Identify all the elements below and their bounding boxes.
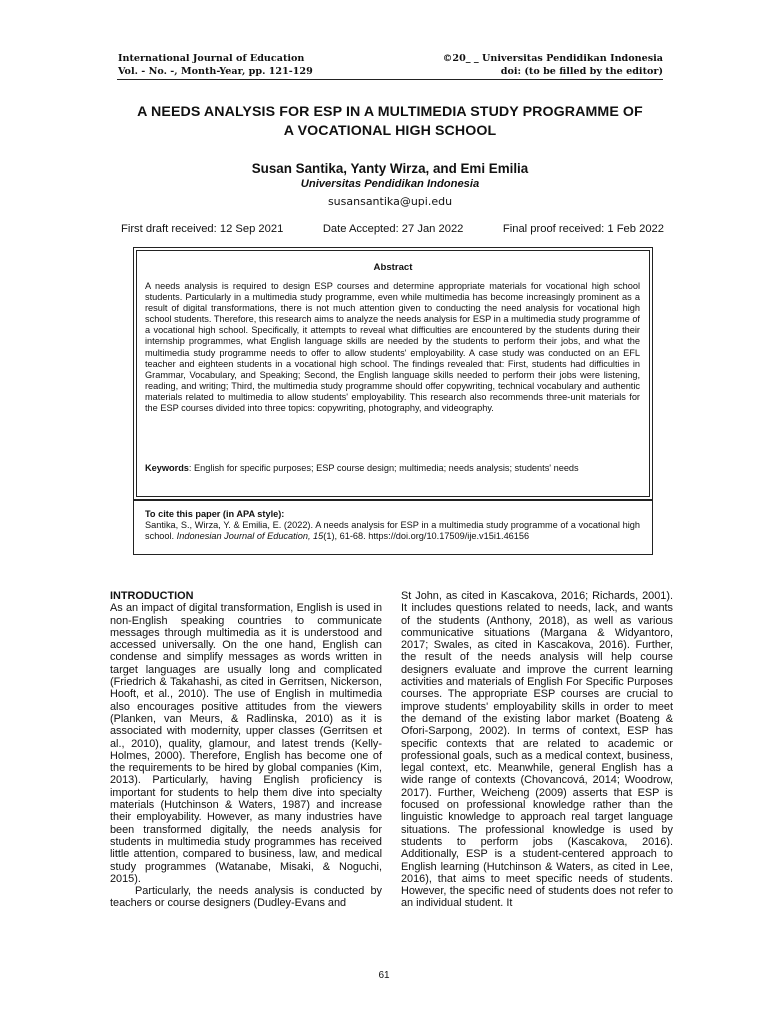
- abstract-text: A needs analysis is required to design ESP courses and determine appropriate materials for vocational high school students. Particularly in a multimedia study programme, even while multimedia has become increasingly prominent as a result of digital transformations, there is not much attention given to conducting the need analysis for vocational high school students. Therefore, this research aims to analyze the needs analysis for ESP in a multimedia study programme of a vocational high school. Specifically, it attempts to reveal what difficulties are encountered by the students during their internship programmes, what English language skills are needed by the students to perform their jobs, and what the multimedia study programme needs to offer to allow students' employability. A case study was conducted on an EFL teacher and eighteen students in a vocational high school. The findings revealed that: First, students had difficulties in Grammar, Vocabulary, and Speaking; Second, the English language skills needed to perform their jobs were listening, reading, and writing; Third, the multimedia study programme should offer copywriting, technical vocabulary and authentic materials related to multimedia to allow students' employability. This research also recommends three-unit materials for the ESP courses divided into three topics: copywriting, photography, and videography.: [145, 281, 640, 414]
- first-draft-date: First draft received: 12 Sep 2021: [121, 223, 284, 235]
- citation-journal: Indonesian Journal of Education, 15: [176, 531, 324, 542]
- page-number: 61: [378, 970, 390, 981]
- header-divider: [117, 79, 663, 80]
- keywords-list: : English for specific purposes; ESP course design; multimedia; needs analysis; students' needs: [188, 463, 579, 473]
- title-line-1: A NEEDS ANALYSIS FOR ESP IN A MULTIMEDIA STUDY PROGRAMME OF: [137, 104, 643, 120]
- accepted-date: Date Accepted: 27 Jan 2022: [322, 223, 464, 235]
- author-list: Susan Santika, Yanty Wirza, and Emi Emilia: [251, 161, 529, 176]
- section-heading-introduction: INTRODUCTION: [110, 590, 194, 602]
- body-paragraph: St John, as cited in Kascakova, 2016; Richards, 2001). It includes questions related to needs, lack, and wants of the students (Anthony, 2018), as well as various communicative situations (Margana & Widyantoro, 2017; Swales, as cited in Kascakova, 2016). Further, the result of the needs analysis will help course designers evaluate and improve the current learning activities and materials of English For Specific Purposes courses. The appropriate ESP courses are crucial to improve students' employability skills in order to meet the demand of the existing labor market (Boateng & Ofori-Sarpong, 2002). In terms of context, ESP has specific contexts that are related to academic or professional goals, such as a medical context, business, legal context, etc. Meanwhile, general English has a wide range of contexts (Chovancová, 2014; Woodrow, 2017). Further, Weicheng (2009) asserts that ESP is focused on professional knowledge rather than the linguistic knowledge to approach real target language situations. The professional knowledge is used by students to perform jobs (Kascakova, 2016). Additionally, ESP is a student-centered approach to English learning (Hutchinson & Waters, as cited in Lee, 2016), that aims to meet specific needs of students. However, the specific need of students does not refer to an individual student. It: [401, 590, 673, 910]
- body-paragraph: As an impact of digital transformation, English is used in non-English speaking countries to communicate messages through multimedia as it is understood and accessed universally. On the one hand, English can condense and simplify messages as words written in target languages are usually long and complicated (Friedrich & Takahashi, as cited in Gerritsen, Nickerson, Hooft, et al., 2010). The use of English in multimedia also encourages positive attitudes from the viewers (Planken, van Meurs, & Radlinska, 2010) as it is associated with modernity, upper classes (Gerritsen et al., 2010), quality, glamour, and latest trends (Kelly-Holmes, 2000). Therefore, English has become one of the requirements to be hired by global companies (Kim, 2013). Particularly, having English proficiency is important for students to help them dive into specialty materials (Hutchinson & Waters, 1987) and increase their employability. However, as many industries have been transformed digitally, the needs analysis for students in multimedia study programmes has received little attention, compared to business, law, and medical study programmes (Watanabe, Misaki, & Noguchi, 2015).: [110, 602, 382, 885]
- citation-issue-doi: (1), 61-68. https://doi.org/10.17509/ije.v15i1.46156: [323, 531, 530, 542]
- body-column-right: [401, 590, 673, 910]
- running-header-left: [118, 52, 313, 78]
- body-paragraph: Particularly, the needs analysis is conducted by teachers or course designers (Dudley-Evans and: [110, 885, 382, 910]
- keywords-label: Keywords: [145, 463, 189, 473]
- submission-dates: [121, 223, 664, 235]
- paper-title: [110, 103, 670, 141]
- affiliation: Universitas Pendidikan Indonesia: [300, 178, 480, 190]
- running-header-right: [443, 52, 663, 78]
- journal-name: International Journal of Education: [118, 53, 305, 64]
- citation-heading: To cite this paper (in APA style):: [145, 509, 285, 519]
- author-email: susansantika@upi.edu: [327, 195, 453, 208]
- abstract-heading: Abstract: [373, 262, 413, 273]
- title-line-2: A VOCATIONAL HIGH SCHOOL: [283, 123, 497, 139]
- doi-placeholder: doi: (to be filled by the editor): [500, 66, 663, 77]
- citation-authors-title: Santika, S., Wirza, Y. & Emilia, E. (2022). A needs analysis for ESP in a multimedia study programme of a vocational high school.: [145, 520, 640, 542]
- volume-info: Vol. - No. -, Month-Year, pp. 121-129: [118, 66, 313, 77]
- final-proof-date: Final proof received: 1 Feb 2022: [502, 223, 664, 235]
- keywords: [145, 463, 640, 474]
- citation-text: [145, 520, 640, 542]
- body-column-left: [110, 590, 382, 910]
- copyright-notice: ©20_ _ Universitas Pendidikan Indonesia: [442, 53, 663, 64]
